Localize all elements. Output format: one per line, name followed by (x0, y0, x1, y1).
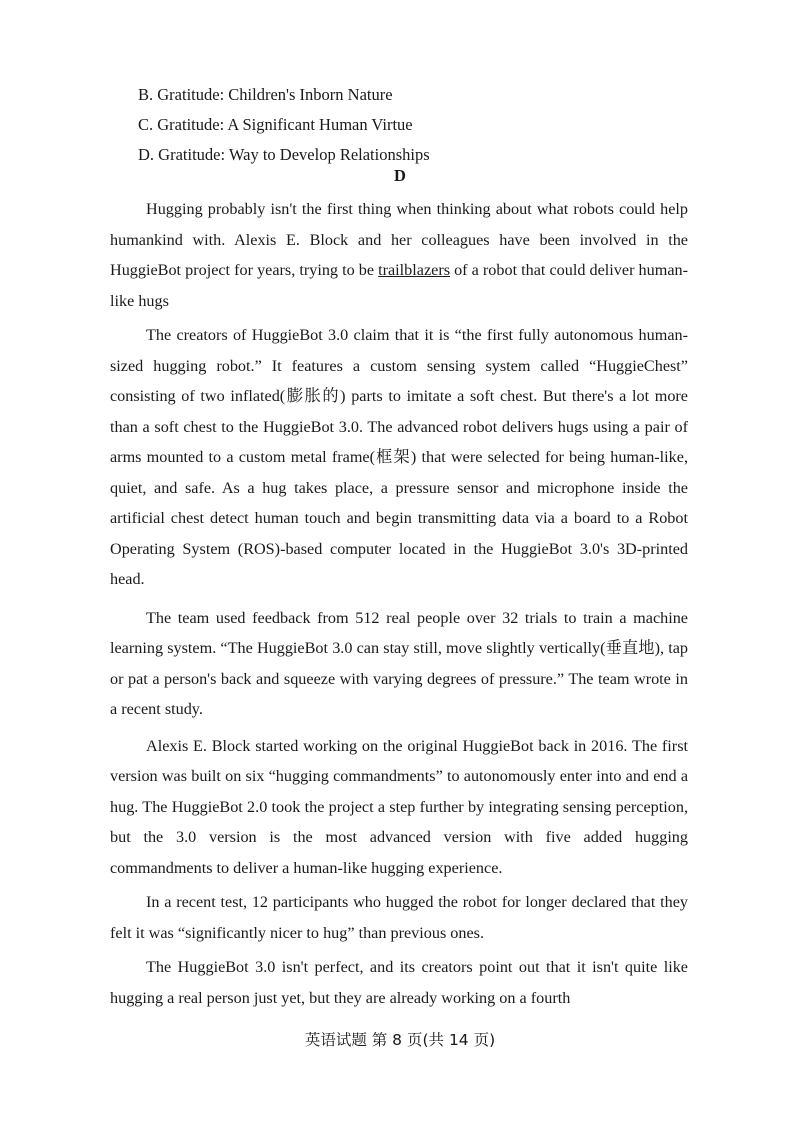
reading-passage (110, 194, 688, 1013)
answer-options (138, 80, 698, 170)
option-letter: D. (138, 145, 155, 164)
option-text: Gratitude: Way to Develop Relationships (158, 145, 430, 164)
option-letter: B. (138, 85, 154, 104)
option-c (138, 110, 698, 140)
option-text: Gratitude: Children's Inborn Nature (157, 85, 393, 104)
option-b (138, 80, 698, 110)
paragraph-1-end: of a robot that could deliver human-like hugs (110, 261, 688, 310)
paragraph-5: In a recent test, 12 participants who hugged the robot for longer declared that they felt it was “significantly nicer to hug” than previous ones. (110, 893, 688, 942)
paragraph-1 (110, 194, 688, 316)
option-text: Gratitude: A Significant Human Virtue (157, 115, 413, 134)
paragraph-2: The creators of HuggieBot 3.0 claim that it is “the first fully autonomous human-sized hugging robot.” It features a custom sensing system called “HuggieChest” consisting of two inflated(膨胀的) parts to imitate a soft chest. But there's a lot more than a soft chest to the HuggieBot 3.0. The advanced robot delivers hugs using a pair of arms mounted to a custom metal frame(框架) that were selected for being human-like, quiet, and safe. As a hug takes place, a pressure sensor and microphone inside the artificial chest detect human touch and begin transmitting data via a board to a Robot Operating System (ROS)-based computer located in the HuggieBot 3.0's 3D-printed head. (110, 326, 688, 588)
section-heading: D (394, 166, 406, 185)
paragraph-6: The HuggieBot 3.0 isn't perfect, and its creators point out that it isn't quite like hugging a real person just yet, but they are already working on a fourth (110, 958, 688, 1007)
paragraph-4: Alexis E. Block started working on the original HuggieBot back in 2016. The first version was built on six “hugging commandments” to autonomously enter into and end a hug. The HuggieBot 2.0 took the project a step further by integrating sensing perception, but the 3.0 version is the most advanced version with five added hugging commandments to deliver a human-like hugging experience. (110, 736, 688, 877)
paragraph-3: The team used feedback from 512 real people over 32 trials to train a machine learning system. “The HuggieBot 3.0 can stay still, move slightly vertically(垂直地), tap or pat a person's back and squeeze with varying degrees of pressure.” The team wrote in a recent study. (110, 608, 688, 718)
option-letter: C. (138, 115, 154, 134)
paragraph-1-start: Hugging probably isn't the first thing when thinking about what robots could help humankind with. Alexis E. Block and her colleagues have been involved in the HuggieBot project for years, trying to be (110, 200, 688, 279)
underlined-word: trailblazers (378, 261, 451, 279)
page-footer: 英语试题 第 8 页(共 14 页) (304, 1031, 496, 1049)
